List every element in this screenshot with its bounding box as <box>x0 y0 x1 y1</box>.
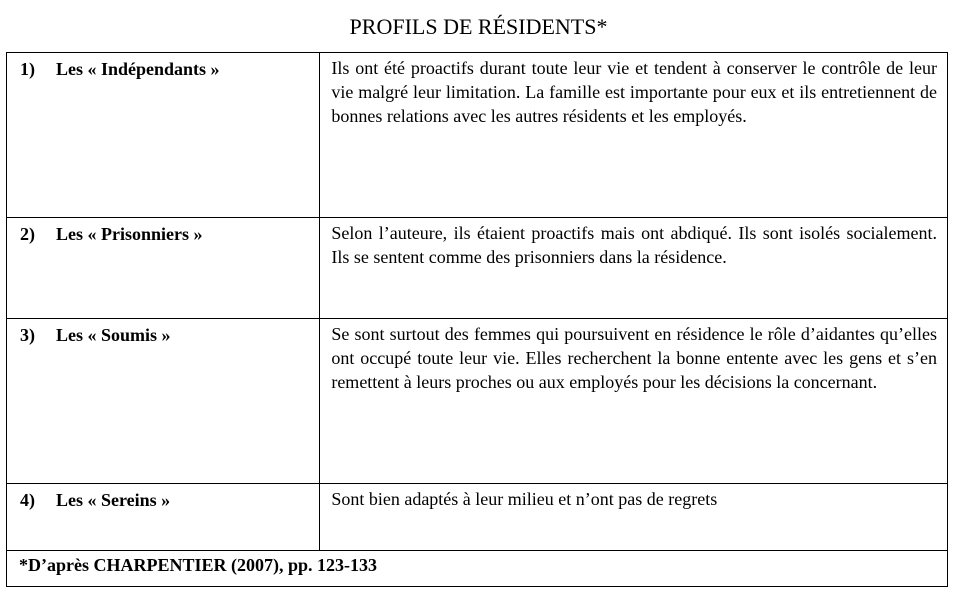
profile-label-cell <box>7 319 320 484</box>
table-row <box>7 218 948 319</box>
profile-label: Les « Prisonniers » <box>56 224 203 244</box>
profile-number: 4) <box>20 490 35 510</box>
profile-label: Les « Sereins » <box>56 490 171 510</box>
profile-number: 3) <box>20 325 35 345</box>
profile-label: Les « Indépendants » <box>56 59 220 79</box>
table-row <box>7 484 948 551</box>
profile-number: 2) <box>20 224 35 244</box>
table-row <box>7 319 948 484</box>
page-title: PROFILS DE RÉSIDENTS* <box>349 14 608 39</box>
profiles-table <box>6 52 948 587</box>
footnote: *D’après CHARPENTIER (2007), pp. 123-133 <box>7 551 948 587</box>
profile-description: Selon l’auteure, ils étaient proactifs mais ont abdiqué. Ils sont isolés socialement. Ils se sentent comme des prisonniers dans la résidence. <box>320 218 948 319</box>
profile-label-cell <box>7 53 320 218</box>
table-row <box>7 53 948 218</box>
profile-description: Ils ont été proactifs durant toute leur vie et tendent à conserver le contrôle de leur vie malgré leur limitation. La famille est importante pour eux et ils entretiennent de bonnes relations avec les autres résidents et les employés. <box>320 53 948 218</box>
profile-description: Se sont surtout des femmes qui poursuivent en résidence le rôle d’aidantes qu’elles ont occupé toute leur vie. Elles recherchent la bonne entente avec les gens et s’en remettent à leurs proches ou aux employés pour les décisions la concernant. <box>320 319 948 484</box>
profile-description: Sont bien adaptés à leur milieu et n’ont pas de regrets <box>320 484 948 551</box>
profile-label-cell <box>7 484 320 551</box>
profile-label: Les « Soumis » <box>56 325 171 345</box>
profile-number: 1) <box>20 59 35 79</box>
profile-label-cell <box>7 218 320 319</box>
footnote-row <box>7 551 948 587</box>
